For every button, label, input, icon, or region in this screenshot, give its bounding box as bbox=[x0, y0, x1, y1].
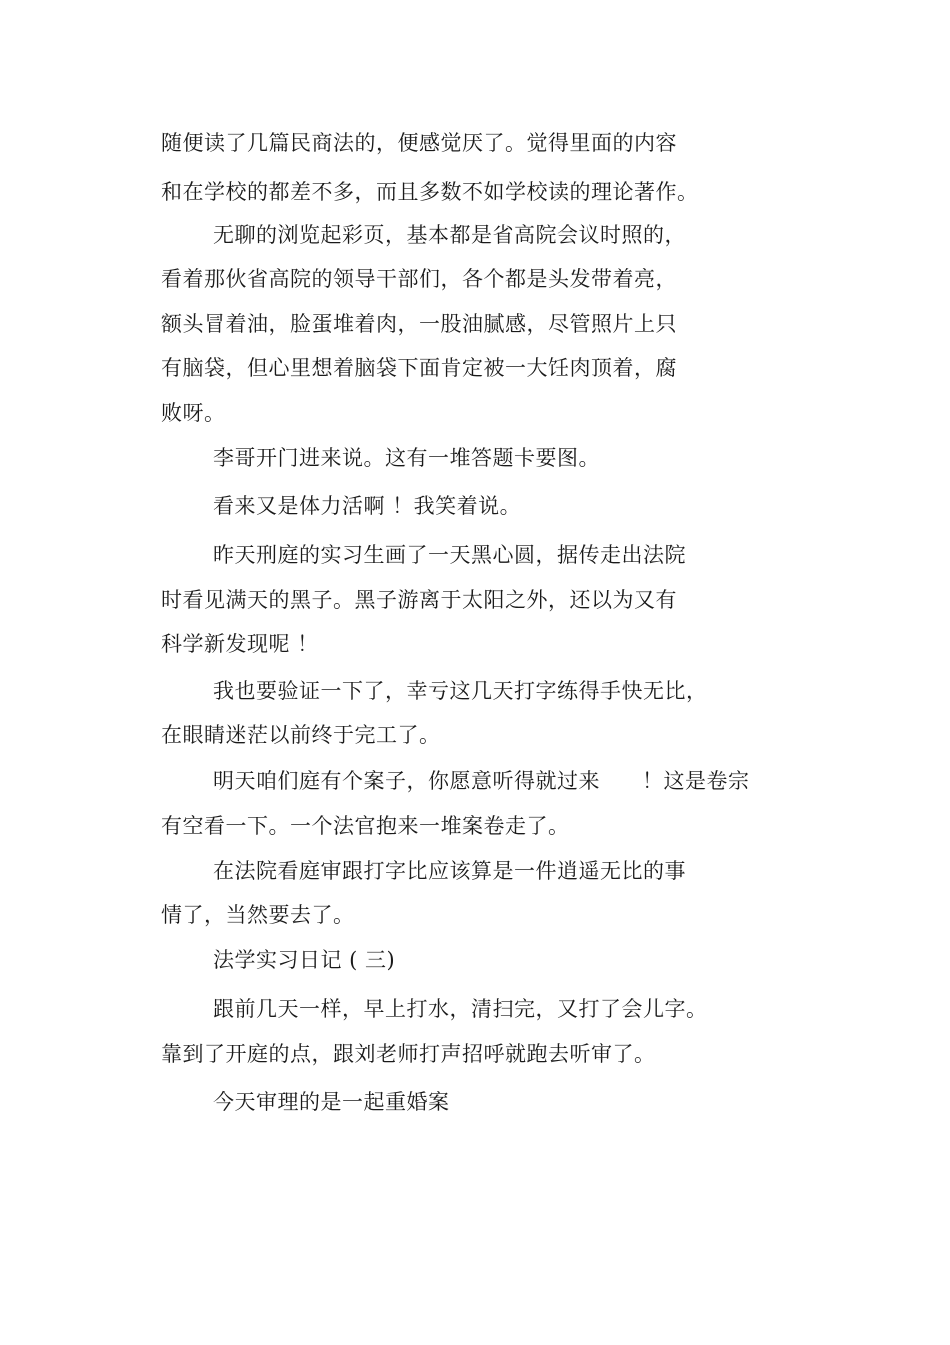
paragraph-start: 李哥开门进来说。这有一堆答题卡要图。 bbox=[213, 446, 600, 470]
paragraph-start: 看来又是体力活啊 ！我笑着说。 bbox=[213, 494, 522, 518]
paragraph-start: 在法院看庭审跟打字比应该算是一件逍遥无比的事 bbox=[213, 859, 686, 883]
paragraph-start: 无聊的浏览起彩页，基本都是省高院会议时照的， bbox=[213, 223, 686, 247]
text-line: 看着那伙省高院的领导干部们，各个都是头发带着亮， bbox=[161, 267, 677, 291]
text-line: 有脑袋，但心里想着脑袋下面肯定被一大饪肉顶着，腐 bbox=[161, 356, 677, 380]
text-line: 随便读了几篇民商法的，便感觉厌了。觉得里面的内容 bbox=[161, 131, 677, 155]
text-segment: ！这是卷宗 bbox=[642, 769, 750, 793]
text-line: 额头冒着油，脸蛋堆着肉，一股油腻感，尽管照片上只 bbox=[161, 312, 677, 336]
paragraph-start: 跟前几天一样，早上打水，清扫完，又打了会儿字。 bbox=[213, 997, 708, 1021]
text-line: 和在学校的都差不多，而且多数不如学校读的理论著作。 bbox=[161, 180, 699, 204]
paragraph-start: 今天审理的是一起重婚案 bbox=[213, 1090, 450, 1114]
paragraph-start: 昨天刑庭的实习生画了一天黑心圆，据传走出法院 bbox=[213, 543, 686, 567]
section-heading: 法学实习日记 ( 三) bbox=[213, 948, 396, 972]
text-line: 靠到了开庭的点，跟刘老师打声招呼就跑去听审了。 bbox=[161, 1042, 656, 1066]
text-line: 在眼睛迷茫以前终于完工了。 bbox=[161, 723, 441, 747]
text-line: 败呀。 bbox=[161, 401, 226, 425]
text-line: 情了，当然要去了。 bbox=[161, 903, 355, 927]
paragraph-start: 我也要验证一下了，幸亏这几天打字练得手快无比， bbox=[213, 679, 708, 703]
text-line: 有空看一下。一个法官抱来一堆案卷走了。 bbox=[161, 814, 570, 838]
text-line: 时看见满天的黑子。黑子游离于太阳之外，还以为又有 bbox=[161, 588, 677, 612]
text-segment: 明天咱们庭有个案子，你愿意听得就过来 bbox=[213, 769, 600, 793]
text-line: 科学新发现呢 ！ bbox=[161, 632, 319, 656]
paragraph-start bbox=[213, 766, 750, 796]
